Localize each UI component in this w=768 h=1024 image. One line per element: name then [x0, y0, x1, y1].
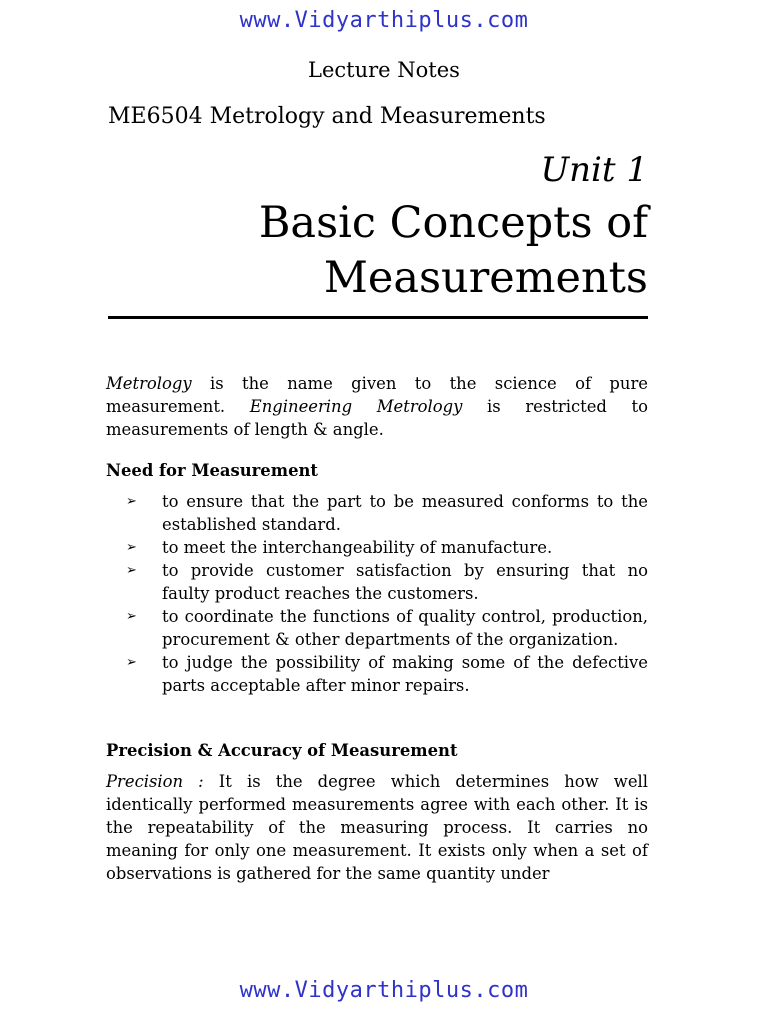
precision-heading: Precision & Accuracy of Measurement	[106, 741, 458, 760]
intro-paragraph	[106, 372, 648, 441]
title-divider	[108, 316, 648, 319]
list-item: ➢ to ensure that the part to be measured conforms to the established standard.	[126, 492, 648, 534]
arrow-bullet-icon: ➢	[126, 540, 137, 555]
course-title: ME6504 Metrology and Measurements	[108, 104, 546, 129]
metrology-term: Metrology	[106, 374, 192, 393]
list-item: ➢ to judge the possibility of making some of the defective parts acceptable after minor repairs.	[126, 653, 648, 695]
need-heading: Need for Measurement	[106, 461, 318, 480]
engineering-metrology-term: Engineering Metrology	[249, 397, 463, 416]
list-item: ➢ to coordinate the functions of quality control, production, procurement & other departments of the organization.	[126, 607, 648, 649]
need-list	[106, 490, 648, 697]
page-title	[88, 196, 648, 306]
precision-paragraph	[106, 770, 648, 885]
title-line-1: Basic Concepts of	[258, 198, 648, 248]
arrow-bullet-icon: ➢	[126, 655, 137, 670]
watermark-top: www.Vidyarthiplus.com	[239, 8, 529, 33]
intro-text-1: is the name given to the science of pure measurement.	[106, 374, 648, 416]
intro-text-2: is restricted to measurements of length & angle.	[106, 397, 649, 439]
arrow-bullet-icon: ➢	[126, 563, 137, 578]
watermark-bottom: www.Vidyarthiplus.com	[239, 978, 529, 1003]
arrow-bullet-icon: ➢	[126, 609, 137, 624]
title-line-2: Measurements	[323, 253, 648, 303]
list-item: ➢ to meet the interchangeability of manufacture.	[126, 538, 553, 557]
lecture-notes-label: Lecture Notes	[308, 58, 460, 82]
document-body	[106, 372, 648, 885]
precision-term: Precision :	[106, 772, 204, 791]
precision-text: It is the degree which determines how well identically performed measurements agree with each other. It is the repeatability of the measuring process. It carries no meaning for only one measurement. It exists only when a set of observations is gathered for the same quantity under	[106, 772, 649, 883]
arrow-bullet-icon: ➢	[126, 494, 137, 509]
unit-label: Unit 1	[540, 150, 648, 190]
list-item: ➢ to provide customer satisfaction by ensuring that no faulty product reaches the customers.	[126, 561, 648, 603]
